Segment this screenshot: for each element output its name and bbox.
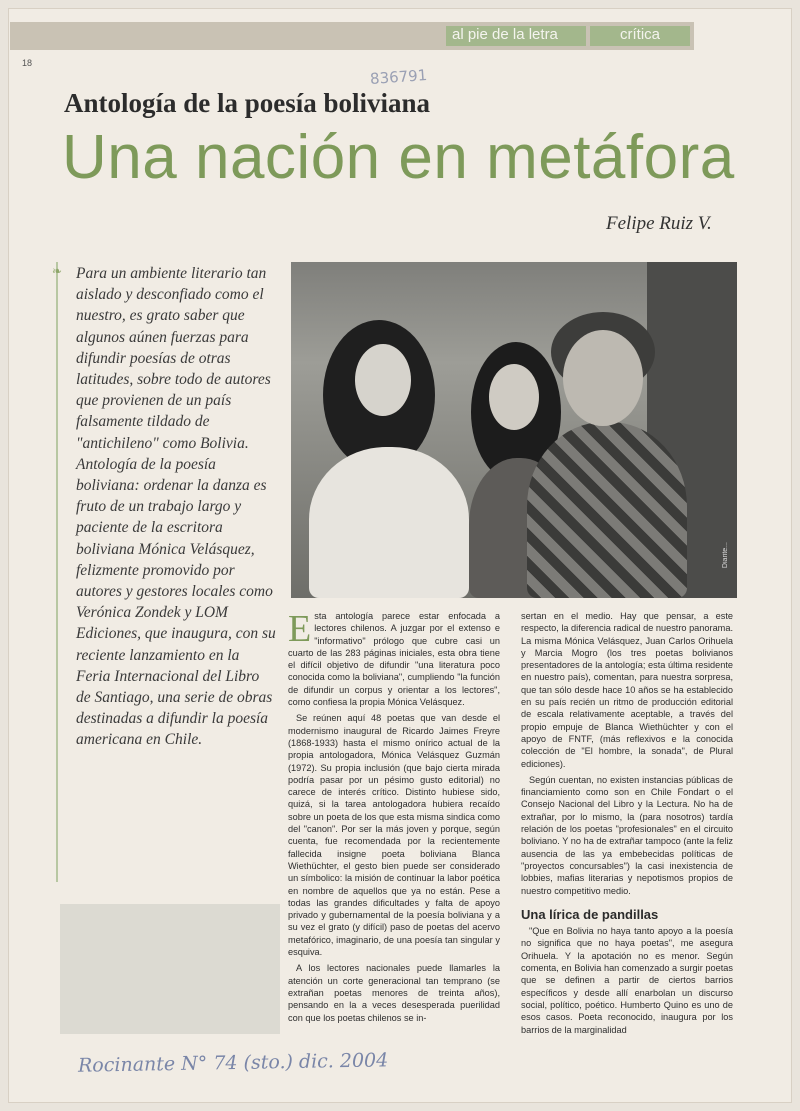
drop-cap: E [288,608,312,650]
person-3-face [563,330,643,426]
intro-accent-rule [56,262,58,882]
background-ghost-block [60,904,280,1034]
body-paragraph: sertan en el medio. Hay que pensar, a este respecto, la diferencia radical de nuestro panorama. La misma Mónica Velásquez, Juan Carlos Orihuela y Marcia Mogro (los tres poetas bolivianos presentadores de la antología; esta última residente en nuestro país), comentan, para nuestra sorpresa, que tan sólo desde hace 10 años se ha establecido en su país recién un ritmo de producción editorial de escala relativamente aceptable, a través del propio empuje de Blanca Wiethüchter y con el apoyo de FNTF, (más reflexivos e la conocida colección de "El hombre, la sonada", de Plural ediciones). [521,611,733,769]
background-ghost-text [52,196,292,266]
body-paragraph: Según cuentan, no existen instancias públicas de financiamiento como son en Chile Fondart o el Consejo Nacional del Libro y la Lectura. No ha de extrañar, por lo mismo, la (para nosotros) tardía relación de los poetas "profesionales" en el circuito boliviano. Y no ha de extrañar tampoco (ante la feliz ausencia de las ya embebecidas políticas de "proyectos concursables") la casi inexistencia de lobbies, mafias literarias y nepotismos propios de nuestro competitivo medio. [521,774,733,896]
article-headline: Una nación en metáfora [62,123,735,192]
article-kicker: Antología de la poesía boliviana [64,88,431,118]
article-photo [291,262,737,598]
catalog-number: 836791 [369,66,428,88]
intro-paragraph: Para un ambiente literario tan aislado y desconfiado como el nuestro, es grato saber que algunos aúnen fuerzas para difundir poesías de otras latitudes, sobre todo de autores que provienen de un país falsamente tildado de "antichileno" como Bolivia. Antología de la poesía boliviana: ordenar la danza es fruto de un trabajo largo y paciente de la escritora boliviana Mónica Velásquez, felizmente promovido por autores y gestores locales como Verónica Zondek y LOM Ediciones, que inaugura, con su reciente lanzamiento en la Feria Internacional del Libro de Santiago, una serie de obras destinadas a difundir la poesía americana en Chile. [76,265,276,749]
subsection-label: crítica [590,26,690,46]
paragraph-text: sta antología parece estar enfocada a lectores chilenos. A juzgar por el extenso e "informativo" prólogo que cubre casi un cuarto de las 283 páginas iniciales, esta obra tiene el difícil objetivo de difundir "una literatura poco conocida como la boliviana", cumpliendo "la función de difundir un corpus y orientar a los lectores", como confiesa la propia Mónica Velásquez. [288,611,500,708]
section-label: al pie de la letra [446,26,586,46]
body-paragraph: Se reúnen aquí 48 poetas que van desde el modernismo inaugural de Ricardo Jaimes Freyre (1868-1933) hasta el mismo onírico actual de la propia antologadora, Mónica Velásquez Guzmán (1972). Su propia inclusión (que bajo cierta mirada podría pasar por un pésimo gusto editorial) no carece de interés crítico. Distinto hubiese sido, quizá, si la tarea antologadora hubiera recaído sobre un poeta de los que esta misma sindica como del "canon". Por ser la más joven y porque, según cuenta, fue recomendada por la recientemente fallecida insigne poeta boliviana Blanca Wiethüchter, el gesto bien puede ser considerado un símbolico: la misión de continuar la labor poética en nombre de aquellos que ya no están. Pese a todas las grandes dificultades y falta de apoyo privado y gubernamental de la poesía boliviana y a su vez el grato (y difícil) paso de poetas del acervo metafórico, imaginario, de una poesía tan singular y esquiva. [288,713,500,958]
person-1-face [355,344,411,416]
body-paragraph: A los lectores nacionales puede llamarles la atención un corte generacional tan temprano (se extrañan poetas menores de treinta años), pensando en la a veces desesperada puerilidad con que los poetas chilenos se in- [288,963,500,1023]
person-2-face [489,364,539,430]
body-column-1 [288,610,500,1028]
body-paragraph: "Que en Bolivia no haya tanto apoyo a la poesía no significa que no haya poetas", me asegura Orihuela. Y la apotación no es menor. Según comenta, en Bolivia han comenzado a surgir poetas que se definen a partir de ciertos barrios específicos y desde allí enarbolan un discurso social, político, poético. Humberto Quino es uno de esos casos. Poeta reconocido, inaugura por los barrios de la marginalidad [521,926,733,1035]
leaf-icon: ❧ [52,264,63,278]
person-1-body [309,447,469,598]
photo-credit: Diarite... [722,541,729,568]
handwritten-archive-note: Rocinante N° 74 (sto.) dic. 2004 [77,1049,389,1077]
section-subhead: Una lírica de pandillas [521,906,659,922]
body-column-2 [521,610,733,1040]
byline: Felipe Ruiz V. [606,213,712,234]
body-paragraph [288,610,500,708]
page-number: 18 [22,58,33,68]
person-3-body [527,422,687,598]
